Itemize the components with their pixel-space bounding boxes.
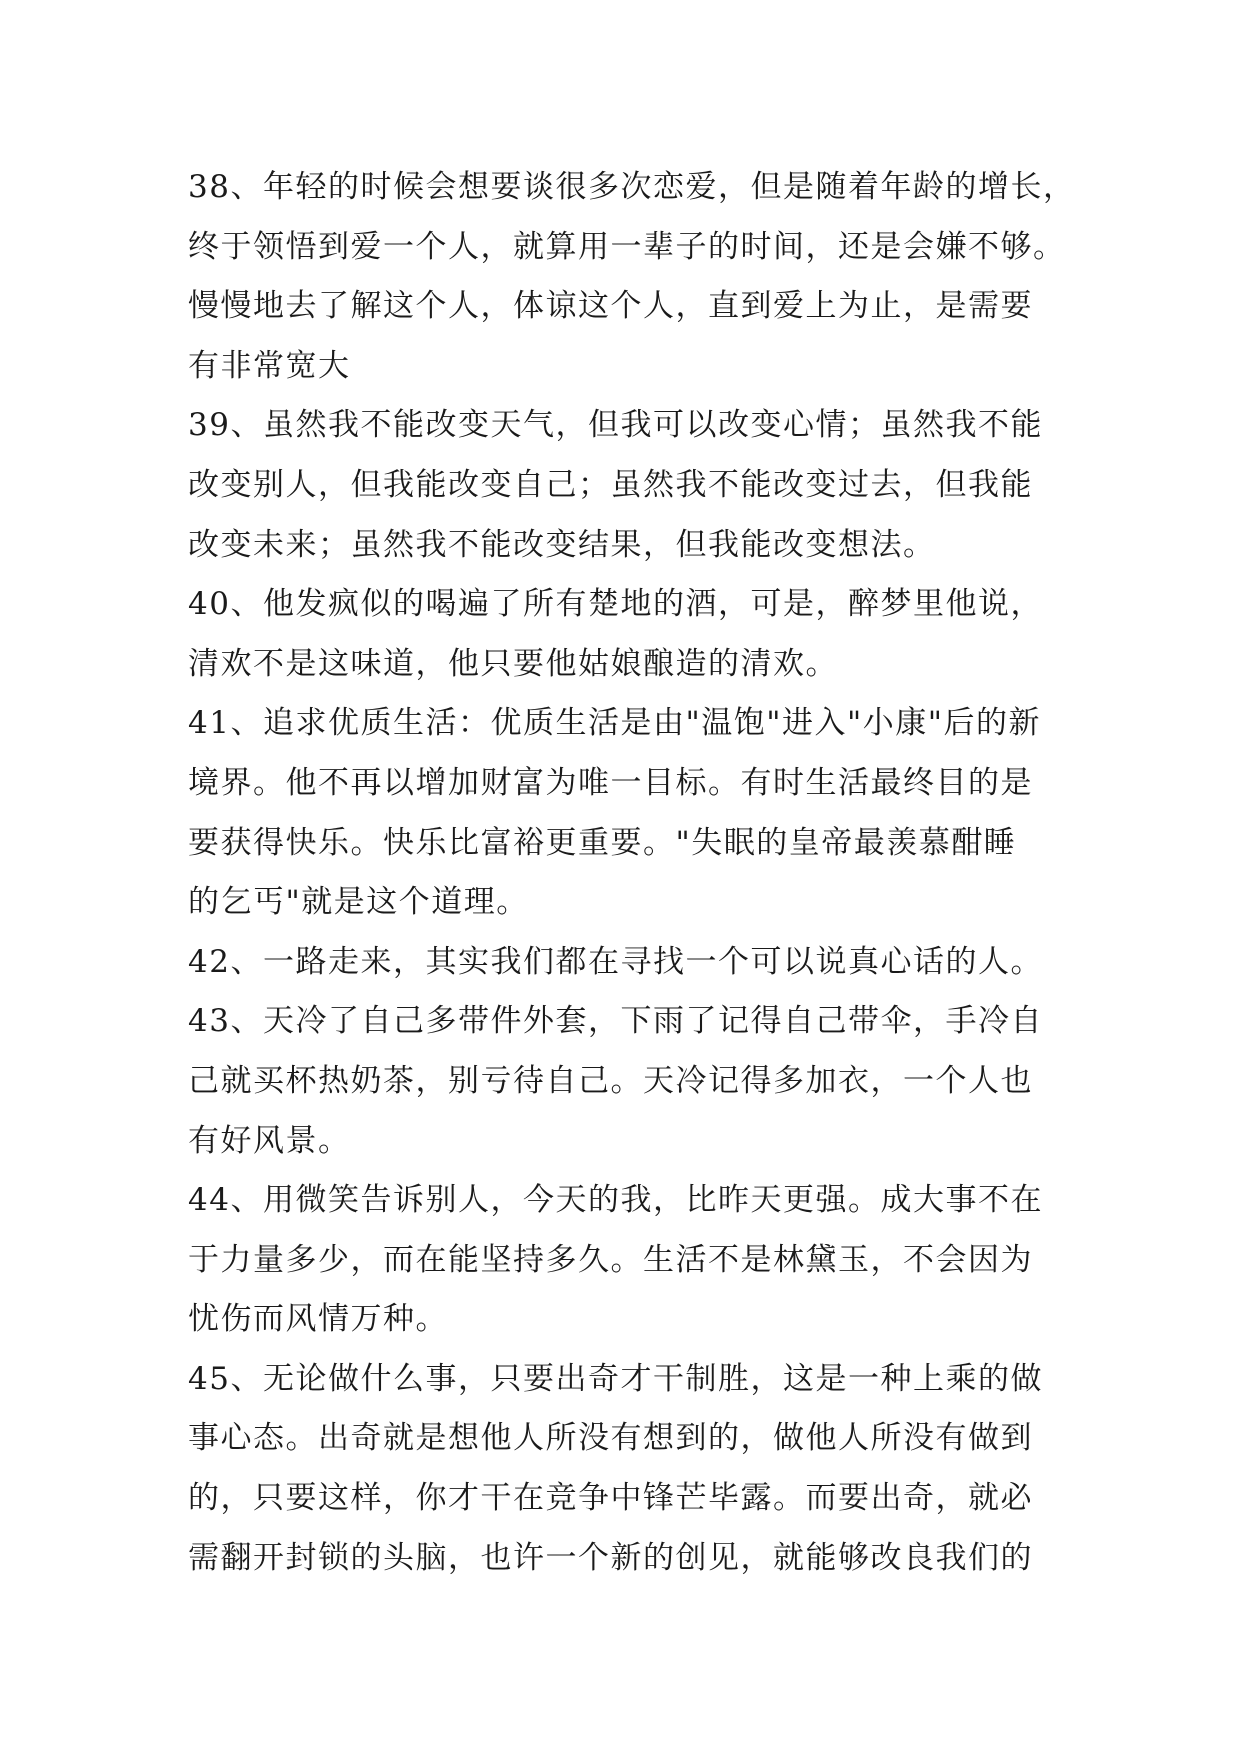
text-line: 42、一路走来，其实我们都在寻找一个可以说真心话的人。: [188, 943, 1043, 980]
paragraph-39: [188, 396, 1068, 575]
text-line: 39、虽然我不能改变天气，但我可以改变心情；虽然我不能: [188, 407, 1043, 444]
paragraph-41: [188, 694, 1068, 932]
paragraph-44: [188, 1171, 1068, 1350]
paragraph-45: [188, 1350, 1068, 1588]
text-line: 清欢不是这味道，他只要他姑娘酿造的清欢。: [188, 645, 838, 682]
text-line: 己就买杯热奶茶，别亏待自己。天冷记得多加衣，一个人也: [188, 1062, 1033, 1099]
text-line: 于力量多少，而在能坚持多久。生活不是林黛玉，不会因为: [188, 1241, 1033, 1278]
text-line: 终于领悟到爱一个人，就算用一辈子的时间，还是会嫌不够。: [188, 228, 1066, 265]
text-line: 40、他发疯似的喝遍了所有楚地的酒，可是，醉梦里他说，: [188, 586, 1043, 623]
text-line: 忧伤而风情万种。: [188, 1301, 448, 1338]
text-line: 有非常宽大: [188, 347, 351, 384]
text-line: 需翻开封锁的头脑，也许一个新的创见，就能够改良我们的: [188, 1539, 1033, 1576]
text-line: 43、天冷了自己多带件外套，下雨了记得自己带伞，手冷自: [188, 1003, 1043, 1040]
text-line: 44、用微笑告诉别人，今天的我，比昨天更强。成大事不在: [188, 1182, 1043, 1219]
text-line: 改变别人，但我能改变自己；虽然我不能改变过去，但我能: [188, 466, 1033, 503]
paragraph-42: [188, 933, 1068, 993]
paragraph-38: [188, 158, 1076, 396]
text-line: 事心态。出奇就是想他人所没有想到的，做他人所没有做到: [188, 1420, 1033, 1457]
text-line: 改变未来；虽然我不能改变结果，但我能改变想法。: [188, 526, 936, 563]
document-body: [188, 158, 1076, 1588]
text-line: 45、无论做什么事，只要出奇才干制胜，这是一种上乘的做: [188, 1360, 1043, 1397]
paragraph-40: [188, 575, 1068, 694]
text-line: 的，只要这样，你才干在竞争中锋芒毕露。而要出奇，就必: [188, 1480, 1033, 1517]
text-line: 38、年轻的时候会想要谈很多次恋爱，但是随着年龄的增长，: [188, 169, 1076, 205]
text-line: 境界。他不再以增加财富为唯一目标。有时生活最终目的是: [188, 764, 1033, 801]
paragraph-43: [188, 992, 1068, 1171]
text-line: 要获得快乐。快乐比富裕更重要。"失眠的皇帝最羡慕酣睡: [188, 824, 1017, 861]
text-line: 的乞丐"就是这个道理。: [188, 884, 529, 921]
text-line: 有好风景。: [188, 1122, 351, 1159]
text-line: 41、追求优质生活：优质生活是由"温饱"进入"小康"后的新: [188, 705, 1041, 742]
text-line: 慢慢地去了解这个人，体谅这个人，直到爱上为止，是需要: [188, 288, 1033, 325]
